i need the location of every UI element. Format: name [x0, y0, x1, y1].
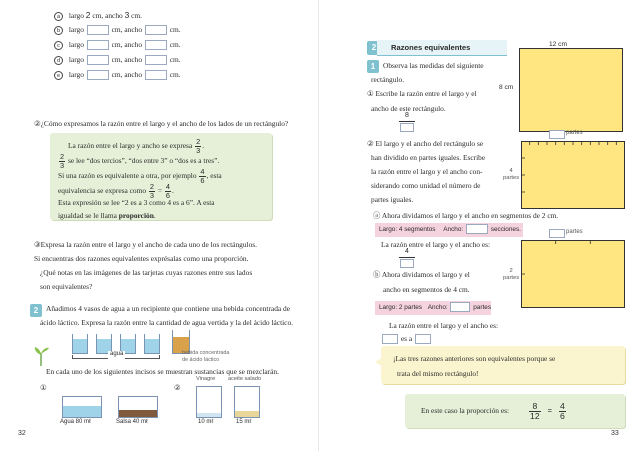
question-text: ① Escribe la razón entre el largo y el: [367, 89, 477, 98]
answer-blank[interactable]: [87, 40, 109, 50]
answer-blank[interactable]: [145, 40, 167, 50]
answer-blank[interactable]: [87, 55, 109, 65]
answer-box-a: Largo: 4 segmentos Ancho: secciones.: [375, 223, 523, 237]
mixture-instruction: En cada uno de los siguientes incisos se muestran sustancias que se mezclarán.: [46, 367, 279, 376]
fraction: $\frac{4}{6}$: [200, 167, 205, 185]
answer-blank[interactable]: [87, 70, 109, 80]
vinegar-beaker: [196, 386, 222, 418]
fraction: $\frac{4}{6}$: [165, 182, 171, 200]
ratio-text: La razón entre el largo y el ancho es:: [381, 240, 491, 249]
answer-blank[interactable]: [466, 224, 488, 234]
answer-blank[interactable]: [450, 302, 470, 312]
glass: [72, 334, 88, 354]
fraction: $\frac{2}{3}$: [196, 137, 201, 155]
water-amount: Agua 80 mℓ: [60, 419, 91, 425]
list-marker: d: [54, 56, 63, 65]
mix-2-marker: ②: [174, 383, 181, 392]
mix-1-marker: ①: [40, 383, 47, 392]
es-a-row: es a: [381, 334, 432, 344]
proportion-term: proporción: [118, 211, 154, 220]
page-number: 33: [611, 430, 619, 437]
answer-blank[interactable]: [145, 25, 167, 35]
section-text: ácido láctico. Expresa la razón entre la cantidad de agua vertida y la del ácido láctico.: [40, 318, 294, 327]
rectangle-list: [54, 10, 294, 85]
rect1-top-label: 12 cm: [549, 41, 567, 48]
question-2: ②¿Cómo expresamos la razón entre el largo y el ancho de los lados de un rectángulo?: [34, 119, 289, 128]
oil-beaker: [234, 386, 260, 418]
step-text: Observa las medidas del siguiente: [383, 61, 484, 70]
question-text: ancho de este rectángulo.: [371, 104, 446, 113]
section-header: [377, 40, 507, 56]
section-text: Añadimos 4 vasos de agua a un recipiente que contiene una bebida concentrada de: [46, 304, 290, 313]
answer-box-b: Largo: 2 partes Ancho: partes: [375, 301, 491, 315]
answer-blank[interactable]: [400, 123, 414, 132]
concentrate-label: bebida concentrada de ácido láctico: [182, 350, 230, 363]
parts-label: partes: [566, 229, 583, 235]
fraction: $\frac{8}{12}$: [530, 400, 540, 421]
fraction: $\frac{4}{6}$: [559, 400, 565, 421]
definition-card: La razón entre el largo y ancho se expresa $\frac{2}{3}$ . $\frac{2}{3}$ se lee “dos tercios”, “dos entre 3” o “dos es a tres”. Si una razón es equivalente a otra, por ejemplo $\frac{4}{6}$ , esta equivalencia se expresa como $\frac{2}{3}$ = $\frac{4}{6}$ . Esta expresión se lee “2 es a 3 como 4 es a 6”. A esta igualdad se le llama proporción.: [50, 133, 272, 220]
oil-label: aceite salado: [228, 376, 261, 382]
list-item: e largo cm, ancho cm.: [54, 70, 294, 85]
fraction: $\frac{2}{3}$: [149, 182, 155, 200]
answer-fraction: 8: [399, 112, 415, 132]
question-a: ⓐ Ahora dividamos el largo y el ancho en segmentos de 2 cm.: [373, 211, 559, 220]
section-title: Razones equivalentes: [391, 43, 471, 52]
answer-blank[interactable]: [87, 25, 109, 35]
question-text: ② El largo y el ancho del rectángulo se: [367, 139, 484, 148]
water-label: agua: [110, 351, 124, 357]
question-b: ⓑ Ahora dividamos el largo y el: [373, 270, 470, 279]
sauce-amount: Salsa 40 mℓ: [116, 419, 148, 425]
question-text: son equivalentes?: [40, 282, 93, 291]
proportion-card: En este caso la proporción es: $\frac{8}{12}$ = $\frac{4}{6}$: [405, 394, 625, 428]
list-item: b largo cm, ancho cm.: [54, 25, 294, 40]
answer-blank[interactable]: [549, 229, 565, 238]
question-text: siderando como unidad el número de: [371, 181, 481, 190]
rect3-side-label: 2 partes: [503, 268, 520, 281]
question-b-text: ancho en segmentos de 4 cm.: [383, 285, 470, 294]
list-item: d largo cm, ancho cm.: [54, 55, 294, 70]
question-text: partes iguales.: [371, 195, 414, 204]
water-glasses: [72, 332, 182, 354]
oil-amount: 15 mℓ: [236, 419, 252, 425]
page-number: 32: [18, 430, 26, 437]
answer-blank[interactable]: [549, 130, 565, 139]
list-marker: a: [54, 12, 63, 21]
section-number: 2: [367, 41, 381, 55]
water-beaker: [62, 396, 102, 418]
grid-ticks: [521, 240, 625, 308]
vinegar-amount: 10 mℓ: [198, 419, 214, 425]
answer-fraction: 4: [399, 248, 415, 268]
answer-blank[interactable]: [145, 55, 167, 65]
ratio-text: La razón entre el largo y el ancho es:: [389, 321, 499, 330]
answer-blank[interactable]: [382, 334, 398, 344]
list-marker: c: [54, 41, 63, 50]
instruction-text: Si encuentras dos razones equivalentes exprésalas como una proporción.: [34, 254, 249, 263]
step-text: rectángulo.: [371, 75, 405, 84]
answer-blank[interactable]: [145, 70, 167, 80]
vinegar-label: Vinagre: [196, 376, 216, 382]
section-badge: 2: [30, 304, 42, 317]
question-3: ③Expresa la razón entre el largo y el ancho de cada uno de los rectángulos.: [34, 240, 258, 249]
list-marker: e: [54, 71, 63, 80]
sauce-beaker: [118, 396, 158, 418]
parts-label: partes: [566, 130, 583, 136]
plant-icon: [32, 345, 50, 367]
question-text: ¿Qué notas en las imágenes de las tarjetas cuyas razones entre sus lados: [40, 268, 253, 277]
list-marker: b: [54, 26, 63, 35]
list-item: c largo cm, ancho cm.: [54, 40, 294, 55]
glass: [144, 334, 160, 354]
rect2-side-label: 4 partes: [503, 168, 520, 181]
list-item: a largo 2 cm, ancho 3 cm.: [54, 10, 294, 25]
fraction: $\frac{2}{3}$: [60, 152, 65, 170]
callout-card: ¡Las tres razones anteriores son equivalentes porque se trata del mismo rectángulo!: [381, 346, 625, 384]
step-badge: 1: [367, 60, 379, 73]
answer-blank[interactable]: [415, 334, 431, 344]
answer-blank[interactable]: [400, 259, 414, 268]
rectangle-1: [519, 48, 623, 132]
rect1-side-label: 8 cm: [499, 84, 514, 91]
grid-ticks: [521, 141, 625, 209]
question-text: han dividido en partes iguales. Escribe: [371, 153, 486, 162]
question-text: la razón entre el largo y el ancho con-: [371, 167, 483, 176]
right-page: [319, 0, 638, 451]
